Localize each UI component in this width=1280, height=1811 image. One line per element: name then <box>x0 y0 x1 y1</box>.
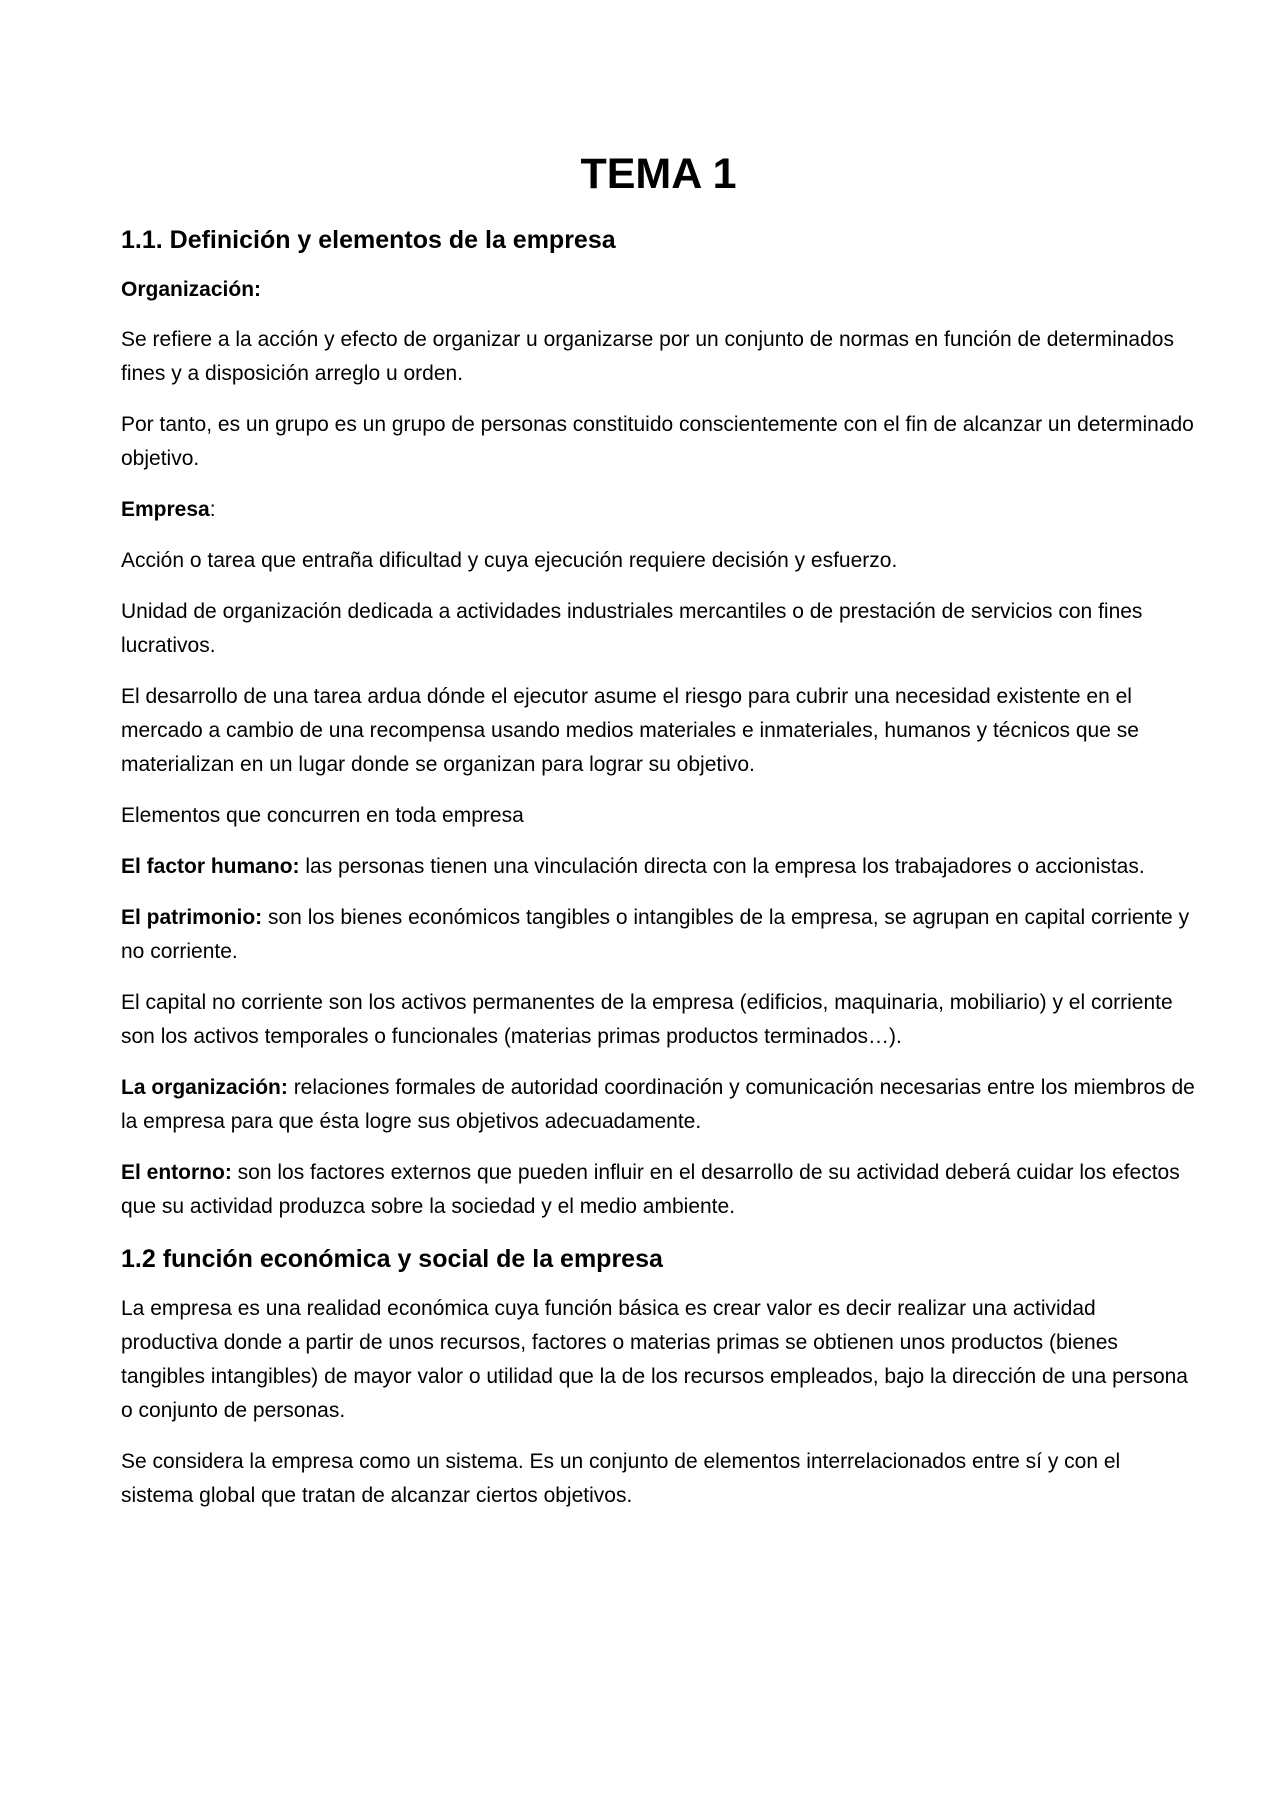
factor-humano-text: las personas tienen una vinculación directa con la empresa los trabajadores o accionistas. <box>299 855 1145 879</box>
entorno-paragraph <box>121 1156 1196 1224</box>
patrimonio-paragraph <box>121 901 1196 969</box>
organizacion-element-paragraph <box>121 1071 1196 1139</box>
empresa-paragraph-2: Unidad de organización dedicada a actividades industriales mercantiles o de prestación de servicios con fines lucrativos. <box>121 600 1143 658</box>
empresa-label: Empresa <box>121 498 210 522</box>
empresa-paragraph-3: El desarrollo de una tarea ardua dónde el ejecutor asume el riesgo para cubrir una necesidad existente en el mercado a cambio de una recompensa usando medios materiales e inmateriales, humanos y técnicos que se materializan en un lugar donde se organizan para lograr su objetivo. <box>121 685 1139 777</box>
factor-humano-paragraph <box>121 850 1196 884</box>
document-page <box>121 150 1196 1530</box>
empresa-paragraph-1: Acción o tarea que entraña dificultad y cuya ejecución requiere decisión y esfuerzo. <box>121 549 898 573</box>
entorno-text: son los factores externos que pueden influir en el desarrollo de su actividad deberá cuidar los efectos que su actividad produzca sobre la sociedad y el medio ambiente. <box>121 1161 1180 1219</box>
entorno-label: El entorno: <box>121 1161 232 1185</box>
elementos-intro: Elementos que concurren en toda empresa <box>121 804 524 828</box>
funcion-paragraph-2: Se considera la empresa como un sistema. Es un conjunto de elementos interrelacionados entre sí y con el sistema global que tratan de alcanzar ciertos objetivos. <box>121 1450 1121 1508</box>
patrimonio-label: El patrimonio: <box>121 906 263 930</box>
empresa-label-line <box>121 493 1196 527</box>
section-1-heading: 1.1. Definición y elementos de la empresa <box>121 226 616 255</box>
empresa-label-colon: : <box>209 498 216 522</box>
document-title: TEMA 1 <box>580 150 737 198</box>
organizacion-paragraph-1: Se refiere a la acción y efecto de organizar u organizarse por un conjunto de normas en función de determinados fines y a disposición arreglo u orden. <box>121 328 1174 386</box>
funcion-paragraph-1: La empresa es una realidad económica cuya función básica es crear valor es decir realizar una actividad productiva donde a partir de unos recursos, factores o materias primas se obtienen unos productos (bienes tangibles intangibles) de mayor valor o utilidad que la de los recursos empleados, bajo la dirección de una persona o conjunto de personas. <box>121 1297 1188 1423</box>
section-2-heading: 1.2 función económica y social de la empresa <box>121 1245 663 1274</box>
organizacion-paragraph-2: Por tanto, es un grupo es un grupo de personas constituido conscientemente con el fin de alcanzar un determinado objetivo. <box>121 413 1194 471</box>
capital-paragraph: El capital no corriente son los activos permanentes de la empresa (edificios, maquinaria, mobiliario) y el corriente son los activos temporales o funcionales (materias primas productos terminados…). <box>121 991 1173 1049</box>
factor-humano-label: El factor humano: <box>121 855 300 879</box>
organizacion-element-text: relaciones formales de autoridad coordinación y comunicación necesarias entre los miembros de la empresa para que ésta logre sus objetivos adecuadamente. <box>121 1076 1195 1134</box>
organizacion-element-label: La organización: <box>121 1076 288 1100</box>
organizacion-label: Organización: <box>121 278 262 302</box>
patrimonio-text: son los bienes económicos tangibles o intangibles de la empresa, se agrupan en capital corriente y no corriente. <box>121 906 1190 964</box>
